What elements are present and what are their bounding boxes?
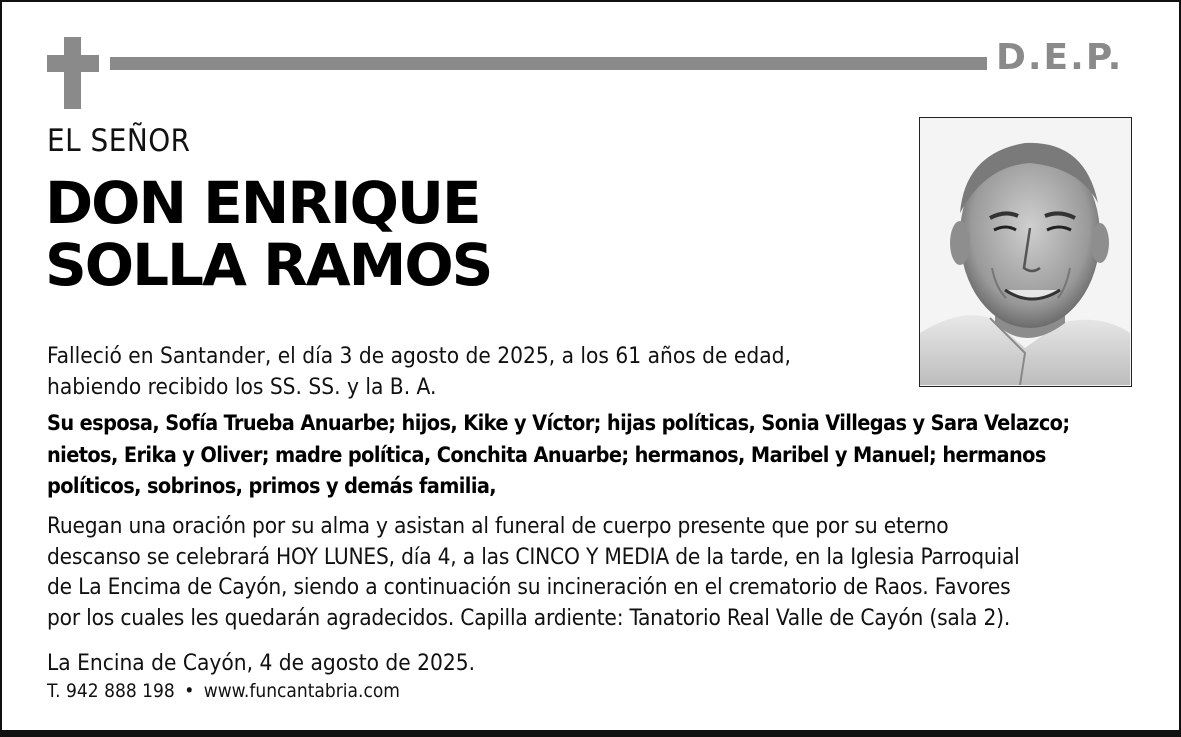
header-rule	[110, 57, 987, 70]
prayer-line-1: Ruegan una oración por su alma y asistan al funeral de cuerpo presente que por su eterno	[47, 513, 949, 539]
name-line-1: DON ENRIQUE	[45, 169, 480, 237]
family-line-3: políticos, sobrinos, primos y demás familia,	[47, 474, 497, 499]
frame-border-top	[0, 0, 1181, 2]
name-line-2: SOLLA RAMOS	[45, 231, 492, 299]
place-date: La Encina de Cayón, 4 de agosto de 2025.	[47, 650, 476, 676]
prayer-line-4: por los cuales les quedarán agradecidos. Capilla ardiente: Tanatorio Real Valle de Cayón (sala 2).	[47, 604, 1011, 631]
family-list	[47, 408, 1147, 503]
phone-number: T. 942 888 198	[47, 680, 175, 702]
death-line-1: Falleció en Santander, el día 3 de agosto de 2025, a los 61 años de edad,	[47, 343, 791, 369]
prayer-line-2: descanso se celebrará HOY LUNES, día 4, a las CINCO Y MEDIA de la tarde, en la Iglesia Parroquial	[47, 543, 1020, 570]
honorific-title: EL SEÑOR	[47, 123, 191, 159]
portrait-photo	[919, 117, 1132, 387]
death-statement	[47, 341, 907, 403]
deceased-name	[45, 169, 492, 299]
dep-label: D.E.P.	[996, 37, 1124, 78]
portrait-icon	[920, 118, 1130, 385]
death-line-2: habiendo recibido los SS. SS. y la B. A.	[47, 374, 437, 400]
funeral-details	[47, 511, 1157, 633]
family-line-2: nietos, Erika y Oliver; madre política, Conchita Anuarbe; hermanos, Maribel y Manuel; hermanos	[47, 442, 1046, 468]
website-link[interactable]: www.funcantabria.com	[203, 680, 400, 702]
frame-border-bottom	[0, 730, 1181, 737]
bullet-separator: •	[184, 680, 195, 702]
frame-border-left	[0, 0, 2, 737]
prayer-line-3: de La Encima de Cayón, siendo a continuación su incineración en el crematorio de Raos. Favores	[47, 574, 1011, 600]
family-line-1: Su esposa, Sofía Trueba Anuarbe; hijos, Kike y Víctor; hijas políticas, Sonia Villegas y Sara Velazco;	[47, 411, 1070, 436]
contact-line	[47, 678, 400, 704]
